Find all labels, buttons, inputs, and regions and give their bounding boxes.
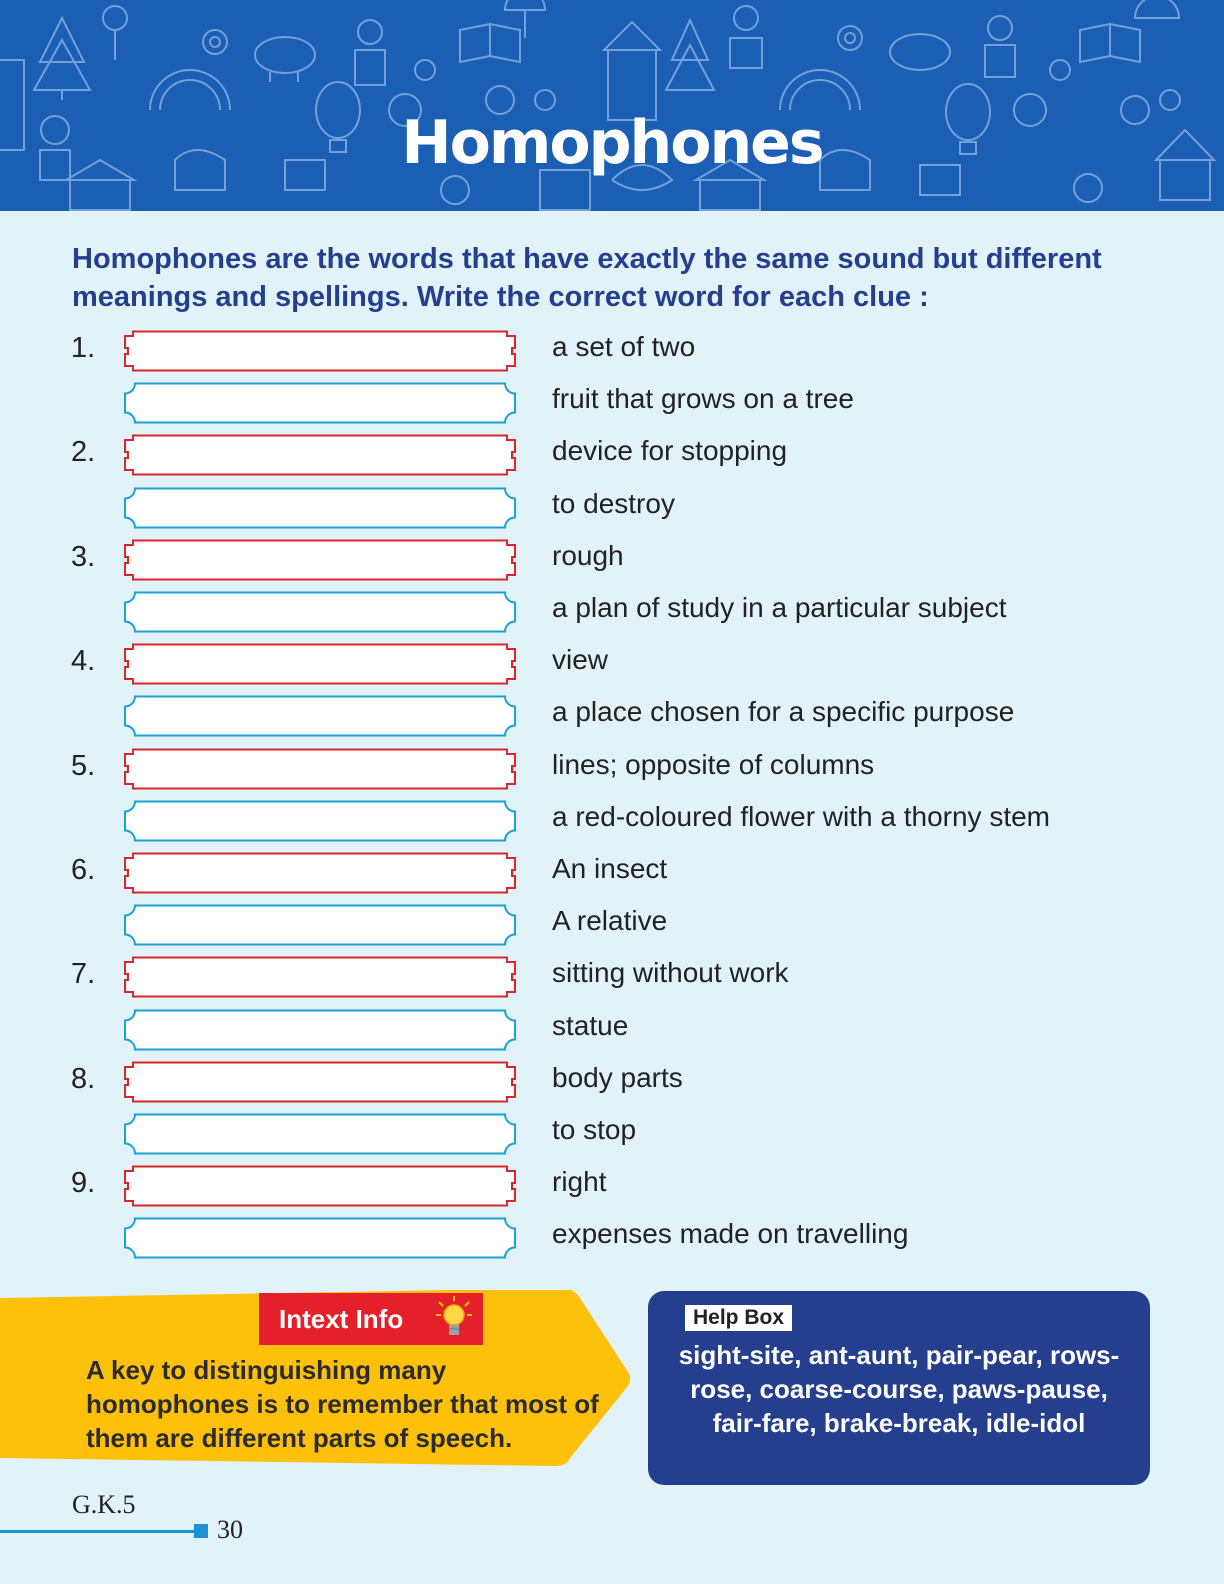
question-number: 6. [71,854,96,886]
answer-input[interactable] [123,487,517,529]
answer-input[interactable] [123,1165,517,1207]
clue-text: fruit that grows on a tree [552,383,854,415]
clue-text: a set of two [552,331,696,362]
clue-text: sitting without work [552,957,789,989]
question-number: 3. [71,540,96,573]
clue-text: lines; opposite of columns [552,748,875,780]
answer-input[interactable] [123,800,517,842]
help-box-label: Help Box [685,1305,792,1331]
question-number: 5. [71,749,96,782]
question-number: 9. [71,1167,96,1200]
answer-input[interactable] [123,434,517,476]
question-number: 4. [71,645,96,678]
answer-input[interactable] [123,956,517,998]
answer-input[interactable] [123,643,517,685]
answer-input[interactable] [123,382,517,424]
question-number: 8. [71,1062,96,1095]
lightbulb-icon [436,1296,472,1340]
clue-text: right [552,1166,607,1198]
instructions: Homophones are the words that have exactly the same sound but different meanings and spellings. Write the correct word for each clue : [72,243,1102,313]
book-title: G.K.5 [72,1490,136,1519]
question-number: 1. [71,332,96,364]
clue-text: rough [552,539,624,571]
answer-input[interactable] [123,748,517,790]
answer-input[interactable] [123,852,517,894]
clue-text: to destroy [552,487,675,519]
clue-text: to stop [552,1114,637,1145]
clue-text: view [552,644,609,676]
page-number: 30 [217,1515,243,1544]
intext-info-label: Intext Info [259,1293,483,1345]
answer-input[interactable] [123,1009,517,1051]
answer-input[interactable] [123,1217,517,1259]
doodle-pattern [0,0,1224,211]
answer-input[interactable] [123,904,517,946]
question-number: 7. [71,958,96,991]
intext-info-text: A key to distinguishing many homophones is to remember that most of them are different parts of speech. [86,1355,599,1453]
help-box-text: sight-site, ant-aunt, pair-pear, rows-rose, coarse-course, paws-pause, fair-fare, brake-break, idle-idol [678,1340,1120,1438]
clue-text: a red-coloured flower with a thorny stem [552,800,1050,832]
answer-input[interactable] [123,591,517,633]
header-banner [0,0,1224,211]
clue-text: device for stopping [552,435,788,467]
answer-input[interactable] [123,330,517,372]
clue-text: body parts [552,1061,683,1093]
answer-input[interactable] [123,1113,517,1155]
footer-marker [194,1524,208,1538]
answer-input[interactable] [123,1061,517,1103]
answer-input[interactable] [123,539,517,581]
question-number: 2. [71,436,96,469]
clue-text: a place chosen for a specific purpose [552,696,1015,728]
page-title: Homophones [401,108,823,178]
clue-text: A relative [552,905,668,937]
answer-input[interactable] [123,695,517,737]
footer-divider [0,1530,196,1533]
clue-text: An insect [552,853,668,884]
clue-text: statue [552,1009,629,1041]
clue-text: a plan of study in a particular subject [552,592,1007,623]
clue-text: expenses made on travelling [552,1218,909,1250]
